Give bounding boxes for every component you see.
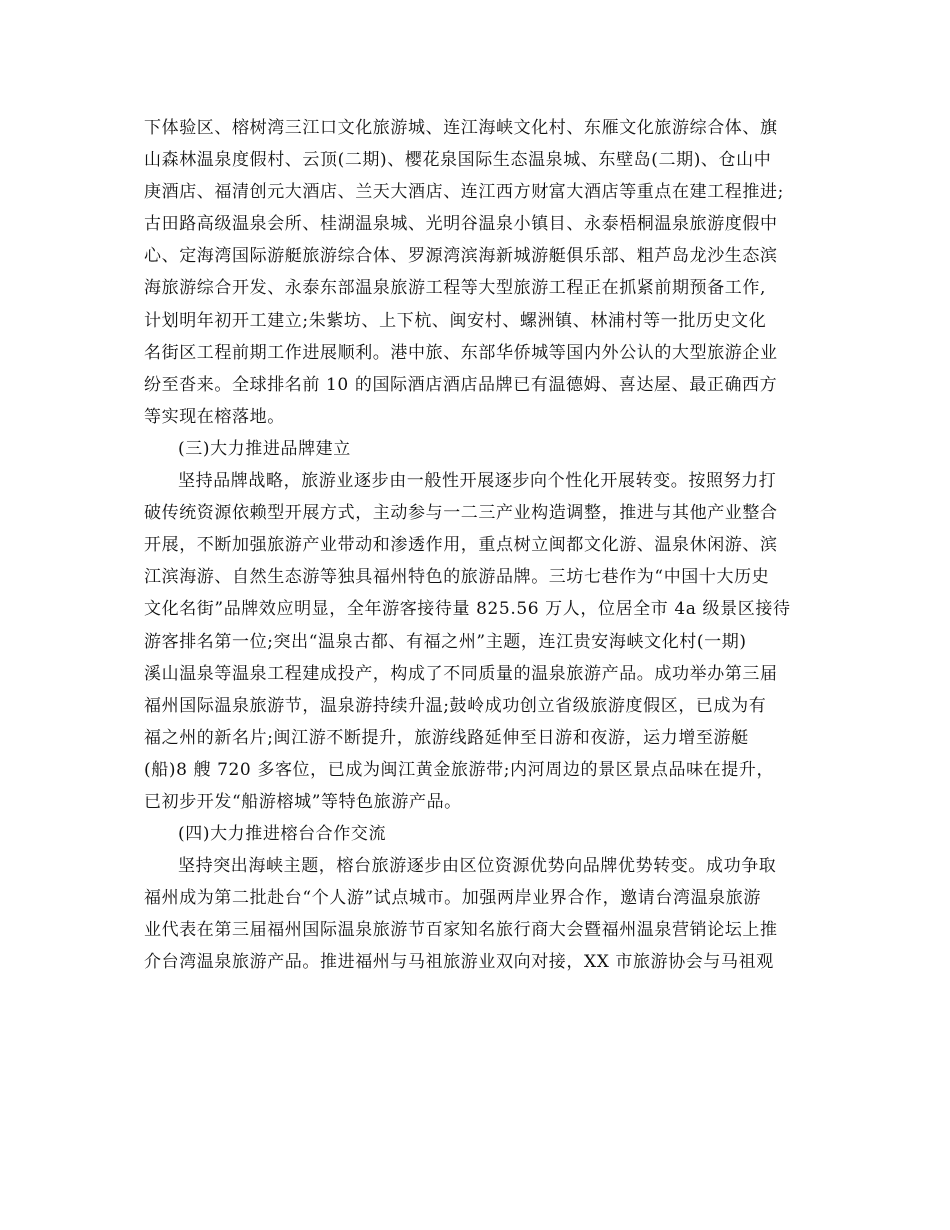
text-line: 坚持突出海峡主题，榕台旅游逐步由区位资源优势向品牌优势转变。成功争取 xyxy=(178,856,777,877)
document-body xyxy=(144,112,824,979)
text-line: 福州成为第二批赴台“个人游”试点城市。加强两岸业界合作，邀请台湾温泉旅游 xyxy=(144,888,761,909)
text-line: 破传统资源依赖型开展方式，主动参与一二三产业构造调整，推进与其他产业整合 xyxy=(144,503,778,524)
text-line: 山森林温泉度假村、云顶(二期)、樱花泉国际生态温泉城、东壁岛(二期)、仓山中 xyxy=(144,150,772,171)
text-line: 游客排名第一位;突出“温泉古都、有福之州”主题，连江贵安海峡文化村(一期) xyxy=(144,631,747,652)
text-line: 下体验区、榕树湾三江口文化旅游城、连江海峡文化村、东雁文化旅游综合体、旗 xyxy=(144,118,778,138)
text-line: 古田路高级温泉会所、桂湖温泉城、光明谷温泉小镇目、永泰梧桐温泉旅游度假中 xyxy=(144,214,778,235)
text-line: 福州国际温泉旅游节，温泉游持续升温;鼓岭成功创立省级旅游度假区，已成为有 xyxy=(144,695,767,716)
text-line: 福之州的新名片;闽江游不断提升，旅游线路延伸至日游和夜游，运力增至游艇 xyxy=(144,727,749,748)
text-line: 庚酒店、福清创元大酒店、兰天大酒店、连江西方财富大酒店等重点在建工程推进; xyxy=(144,182,784,203)
text-line: 海旅游综合开发、永泰东部温泉旅游工程等大型旅游工程正在抓紧前期预备工作, xyxy=(144,278,767,299)
text-line: 名街区工程前期工作进展顺利。港中旅、东部华侨城等国内外公认的大型旅游企业 xyxy=(144,342,778,363)
text-line: 开展，不断加强旅游产业带动和渗透作用，重点树立闽都文化游、温泉休闲游、滨 xyxy=(144,535,778,556)
text-line: 江滨海游、自然生态游等独具福州特色的旅游品牌。三坊七巷作为“中国十大历史 xyxy=(144,567,770,588)
text-line: 溪山温泉等温泉工程建成投产，构成了不同质量的温泉旅游产品。成功举办第三届 xyxy=(144,663,778,684)
text-line: 业代表在第三届福州国际温泉旅游节百家知名旅行商大会暨福州温泉营销论坛上推 xyxy=(144,920,778,941)
text-line: (三)大力推进品牌建立 xyxy=(178,438,351,459)
text-line: 文化名街”品牌效应明显，全年游客接待量 825.56 万人，位居全市 4a 级景区接待 xyxy=(144,599,791,620)
text-line: (四)大力推进榕台合作交流 xyxy=(178,824,387,845)
text-line: 已初步开发“船游榕城”等特色旅游产品。 xyxy=(144,791,462,812)
text-line: 坚持品牌战略，旅游业逐步由一般性开展逐步向个性化开展转变。按照努力打 xyxy=(178,471,777,492)
text-line: 计划明年初开工建立;朱紫坊、上下杭、闽安村、螺洲镇、林浦村等一批历史文化 xyxy=(144,310,767,331)
text-line: (船)8 艘 720 多客位，已成为闽江黄金旅游带;内河周边的景区景点品味在提升， xyxy=(144,759,775,780)
text-line: 介台湾温泉旅游产品。推进福州与马祖旅游业双向对接，XX 市旅游协会与马祖观 xyxy=(144,952,774,973)
text-line: 心、定海湾国际游艇旅游综合体、罗源湾滨海新城游艇俱乐部、粗芦岛龙沙生态滨 xyxy=(144,246,778,267)
text-line: 纷至沓来。全球排名前 10 的国际酒店酒店品牌已有温德姆、喜达屋、最正确西方 xyxy=(144,374,778,395)
text-line: 等实现在榕落地。 xyxy=(144,406,285,427)
